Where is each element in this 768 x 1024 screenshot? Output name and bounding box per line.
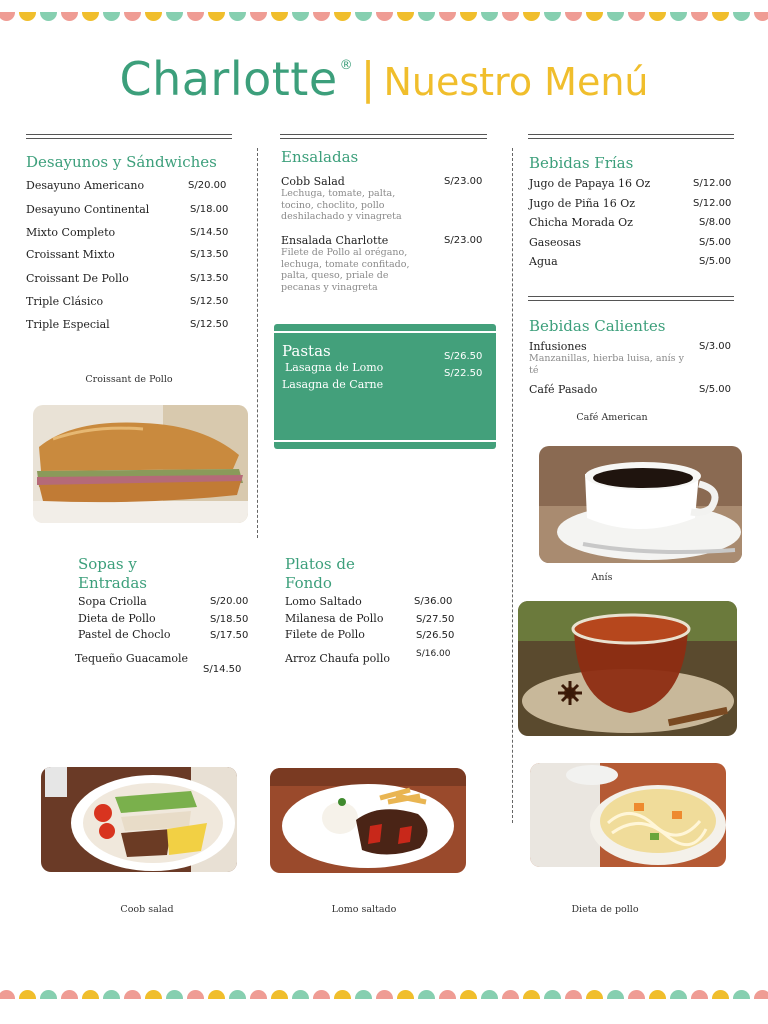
croissant-photo: [33, 405, 248, 523]
section-title-ensaladas: Ensaladas: [281, 148, 359, 166]
scallop-shape: [355, 12, 372, 21]
menu-item-price: S/13.50: [190, 249, 229, 260]
lomo-saltado-photo: [270, 768, 466, 873]
scallop-shape: [439, 990, 456, 999]
cobb-salad-photo: [41, 767, 237, 872]
brand-name: Charlotte: [119, 52, 338, 106]
scallop-shape: [19, 990, 36, 999]
scallop-shape: [313, 12, 330, 21]
scallop-shape: [61, 990, 78, 999]
column-rule-center: [280, 134, 487, 139]
scallop-shape: [208, 990, 225, 999]
menu-item-price: S/13.50: [190, 273, 229, 284]
scallop-shape: [712, 12, 729, 21]
menu-title: Nuestro Menú: [383, 60, 649, 104]
menu-item-price: S/14.50: [190, 227, 229, 238]
section-title-bebidas-calientes: Bebidas Calientes: [529, 317, 666, 335]
scallop-shape: [523, 12, 540, 21]
scallop-shape: [628, 12, 645, 21]
coffee-photo: [539, 446, 742, 563]
menu-item-name: Milanesa de Pollo: [285, 612, 384, 625]
header-separator: |: [360, 53, 376, 104]
scallop-shape: [670, 990, 687, 999]
scallop-shape: [565, 12, 582, 21]
photo-caption: Coob salad: [120, 904, 174, 915]
scallop-shape: [40, 12, 57, 21]
scallop-shape: [397, 12, 414, 21]
scallop-shape: [271, 12, 288, 21]
menu-item-name: Mixto Completo: [26, 226, 116, 239]
scallop-shape: [502, 990, 519, 999]
scallop-shape: [271, 990, 288, 999]
menu-item-price: S/18.00: [190, 204, 229, 215]
menu-item-price: S/5.00: [699, 256, 731, 267]
menu-item-name: Lasagna de Carne: [282, 378, 384, 391]
scallop-shape: [691, 12, 708, 21]
menu-item-name: Dieta de Pollo: [78, 612, 156, 625]
menu-item-name: Infusiones: [529, 340, 587, 353]
menu-item-price: S/36.00: [414, 596, 453, 607]
menu-item-price: S/5.00: [699, 384, 731, 395]
scallop-shape: [628, 990, 645, 999]
menu-item-price: S/18.50: [210, 614, 249, 625]
section-title-desayunos: Desayunos y Sándwiches: [26, 153, 217, 171]
scallop-shape: [124, 990, 141, 999]
scallop-shape: [418, 990, 435, 999]
menu-item-price: S/12.50: [190, 319, 229, 330]
scallop-shape: [355, 990, 372, 999]
menu-header: [0, 52, 768, 106]
scallop-shape: [481, 12, 498, 21]
section-title-line: Entradas: [78, 574, 147, 592]
section-title-line: Sopas y: [78, 555, 137, 573]
menu-item-price: S/26.50: [416, 630, 455, 641]
menu-item-price: S/20.00: [210, 596, 249, 607]
menu-item-name: Arroz Chaufa pollo: [285, 652, 390, 665]
scallop-shape: [754, 990, 768, 999]
scallop-shape: [313, 990, 330, 999]
menu-item-price: S/17.50: [210, 630, 249, 641]
menu-item-price: S/8.00: [699, 217, 731, 228]
scallop-shape: [502, 12, 519, 21]
scallop-shape: [124, 12, 141, 21]
menu-item-name: Lomo Saltado: [285, 595, 362, 608]
menu-item-name: Desayuno Continental: [26, 203, 150, 216]
scallop-shape: [82, 990, 99, 999]
chicken-soup-photo: [530, 763, 726, 867]
menu-item-price: S/12.50: [190, 296, 229, 307]
menu-item-price: S/14.50: [203, 664, 242, 675]
scallop-shape: [418, 12, 435, 21]
scallop-shape: [586, 990, 603, 999]
menu-item-name: Sopa Criolla: [78, 595, 147, 608]
scallop-shape: [439, 12, 456, 21]
menu-item-name: Jugo de Piña 16 Oz: [529, 197, 636, 210]
scallop-shape: [754, 12, 768, 21]
menu-item-name: Jugo de Papaya 16 Oz: [529, 177, 651, 190]
section-title-sopas: [78, 555, 147, 593]
column-rule-right: [528, 134, 734, 139]
scallop-shape: [397, 990, 414, 999]
section-title-pastas: Pastas: [282, 342, 331, 360]
photo-caption: Dieta de pollo: [571, 904, 639, 915]
menu-item-price: S/22.50: [444, 368, 483, 379]
photo-caption: Anís: [591, 572, 613, 583]
pastas-panel: [274, 324, 496, 449]
scallop-shape: [376, 12, 393, 21]
bottom-scallop-border: [0, 990, 768, 1010]
scallop-shape: [103, 990, 120, 999]
section-title-line: Fondo: [285, 574, 332, 592]
menu-item-name: Café Pasado: [529, 383, 598, 396]
scallop-shape: [649, 990, 666, 999]
section-title-platos: [285, 555, 355, 593]
scallop-shape: [250, 12, 267, 21]
scallop-shape: [0, 990, 15, 999]
menu-item-name: Triple Clásico: [26, 295, 104, 308]
scallop-shape: [187, 12, 204, 21]
scallop-shape: [460, 12, 477, 21]
scallop-shape: [334, 990, 351, 999]
menu-item-price: S/26.50: [444, 351, 483, 362]
menu-item-name: Agua: [529, 255, 558, 268]
top-scallop-border: [0, 12, 768, 32]
menu-item-name: Lasagna de Lomo: [285, 361, 384, 374]
menu-item-name: Croissant Mixto: [26, 248, 115, 261]
photo-caption: Café American: [576, 412, 648, 423]
scallop-shape: [145, 990, 162, 999]
menu-item-description: Lechuga, tomate, palta, tocino, choclito, pollo deshilachado y vinagreta: [281, 188, 402, 222]
scallop-shape: [733, 12, 750, 21]
menu-item-name: Triple Especial: [26, 318, 110, 331]
scallop-shape: [586, 12, 603, 21]
scallop-shape: [292, 990, 309, 999]
scallop-shape: [544, 990, 561, 999]
menu-item-description: Manzanillas, hierba luisa, anís y té: [529, 353, 684, 376]
section-title-bebidas-frias: Bebidas Frías: [529, 154, 634, 172]
column-divider-left: [257, 148, 258, 538]
menu-item-name: Tequeño Guacamole: [75, 652, 189, 665]
scallop-shape: [229, 12, 246, 21]
scallop-shape: [61, 12, 78, 21]
scallop-shape: [649, 12, 666, 21]
menu-item-name: Ensalada Charlotte: [281, 234, 389, 247]
menu-item-name: Chicha Morada Oz: [529, 216, 633, 229]
scallop-shape: [670, 12, 687, 21]
menu-item-name: Filete de Pollo: [285, 628, 365, 641]
photo-caption: Croissant de Pollo: [85, 374, 173, 385]
scallop-shape: [19, 12, 36, 21]
menu-item-price: S/5.00: [699, 237, 731, 248]
menu-item-price: S/23.00: [444, 176, 483, 187]
scallop-shape: [82, 12, 99, 21]
menu-item-price: S/27.50: [416, 614, 455, 625]
menu-item-name: Pastel de Choclo: [78, 628, 171, 641]
menu-item-price: S/16.00: [416, 649, 451, 659]
menu-item-price: S/12.00: [693, 178, 732, 189]
scallop-shape: [103, 12, 120, 21]
menu-item-description: Filete de Pollo al orégano, lechuga, tomate confitado, palta, queso, priale de pecanas y vinagreta: [281, 247, 410, 293]
menu-item-name: Desayuno Americano: [26, 179, 145, 192]
menu-item-name: Cobb Salad: [281, 175, 345, 188]
scallop-shape: [292, 12, 309, 21]
scallop-shape: [334, 12, 351, 21]
scallop-shape: [460, 990, 477, 999]
scallop-shape: [712, 990, 729, 999]
menu-item-name: Croissant De Pollo: [26, 272, 129, 285]
scallop-shape: [607, 990, 624, 999]
scallop-shape: [565, 990, 582, 999]
menu-item-price: S/3.00: [699, 341, 731, 352]
section-rule-hot-drinks: [528, 296, 734, 301]
scallop-shape: [40, 990, 57, 999]
scallop-shape: [166, 990, 183, 999]
scallop-shape: [376, 990, 393, 999]
scallop-shape: [733, 990, 750, 999]
scallop-shape: [187, 990, 204, 999]
anise-tea-photo: [518, 601, 737, 736]
scallop-shape: [544, 12, 561, 21]
scallop-shape: [0, 12, 15, 21]
menu-item-price: S/20.00: [188, 180, 227, 191]
scallop-shape: [607, 12, 624, 21]
scallop-shape: [481, 990, 498, 999]
scallop-shape: [145, 12, 162, 21]
column-rule-left: [26, 134, 232, 139]
scallop-shape: [208, 12, 225, 21]
menu-item-price: S/23.00: [444, 235, 483, 246]
scallop-shape: [166, 12, 183, 21]
scallop-shape: [250, 990, 267, 999]
scallop-shape: [691, 990, 708, 999]
scallop-shape: [523, 990, 540, 999]
section-title-line: Platos de: [285, 555, 355, 573]
menu-item-price: S/12.00: [693, 198, 732, 209]
registered-mark: ®: [339, 58, 353, 73]
menu-item-name: Gaseosas: [529, 236, 581, 249]
photo-caption: Lomo saltado: [331, 904, 397, 915]
scallop-shape: [229, 990, 246, 999]
column-divider-right: [512, 148, 513, 823]
